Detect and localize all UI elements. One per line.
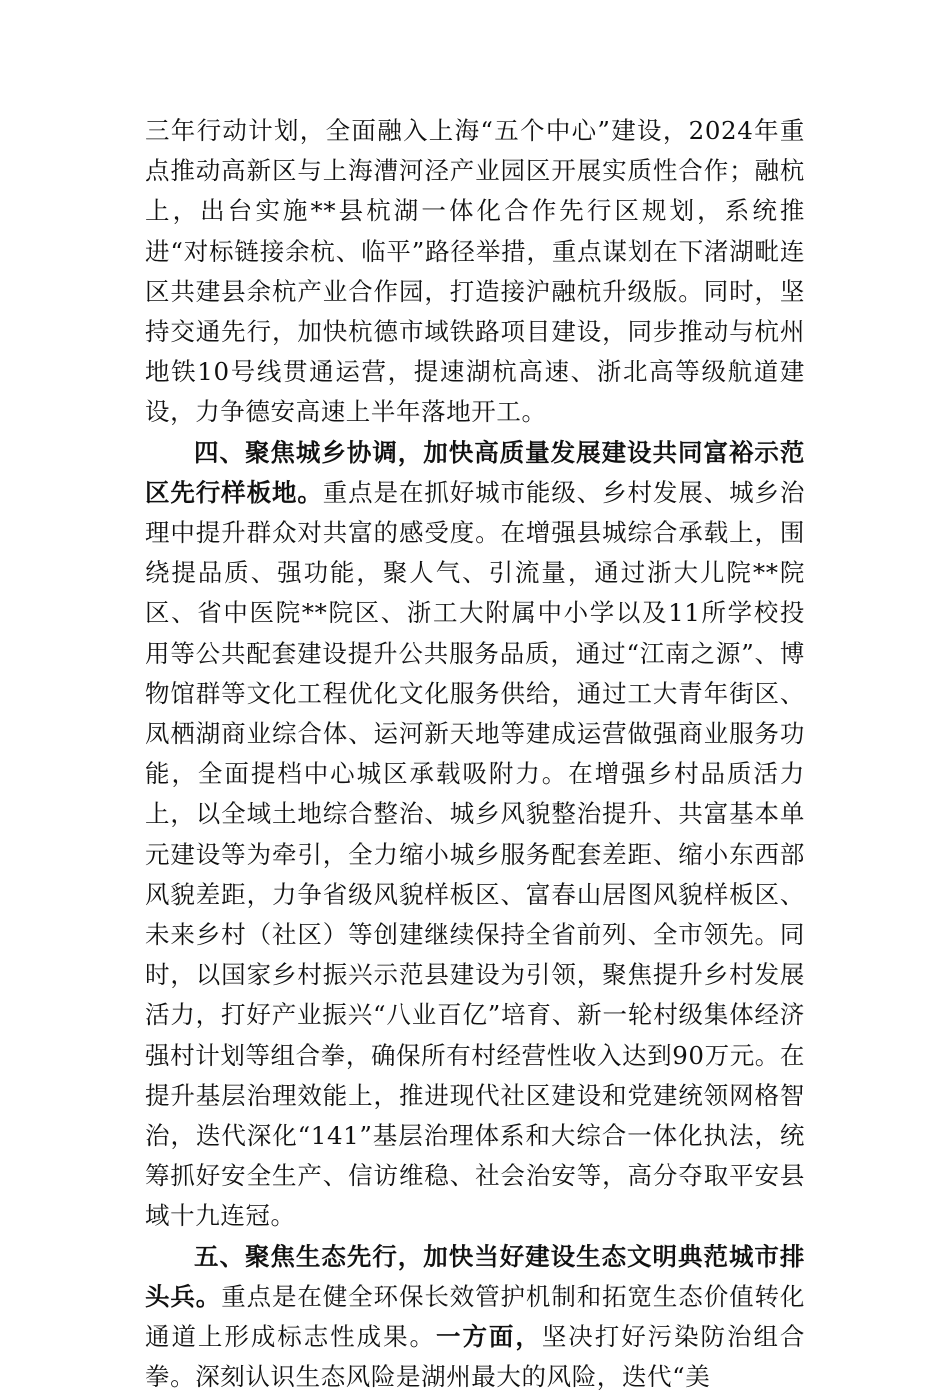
section-five-subheading: 一方面， — [436, 1322, 542, 1352]
section-four-body: 重点是在抓好城市能级、乡村发展、城乡治理中提升群众对共富的感受度。在增强县城综合承载上，围绕提品质、强功能，聚人气、引流量，通过浙大儿院**院区、省中医院**院区、浙工大附属中小学以及11所学校投用等公共配套建设提升公共服务品质，通过“江南之源”、博物馆群等文化工程优化文化服务供给，通过工大青年街区、凤栖湖商业综合体、运河新天地等建成运营做强商业服务功能，全面提档中心城区承载吸附力。在增强乡村品质活力上，以全域土地综合整治、城乡风貌整治提升、共富基本单元建设等为牵引，全力缩小城乡服务配套差距、缩小东西部风貌差距，力争省级风貌样板区、富春山居图风貌样板区、未来乡村（社区）等创建继续保持全省前列、全市领先。同时，以国家乡村振兴示范县建设为引领，聚焦提升乡村发展活力，打好产业振兴“八业百亿”培育、新一轮村级集体经济强村计划等组合拳，确保所有村经营性收入达到90万元。在提升基层治理效能上，推进现代社区建设和党建统领网格智治，迭代深化“141”基层治理体系和大综合一体化执法，统筹抓好安全生产、信访维稳、社会治安等，高分夺取平安县域十九连冠。 — [145, 477, 806, 1231]
paragraph-continuation: 三年行动计划，全面融入上海“五个中心”建设，2024年重点推动高新区与上海漕河泾产业园区开展实质性合作；融杭上，出台实施**县杭湖一体化合作先行区规划，系统推进“对标链接余杭、临平”路径举措，重点谋划在下渚湖毗连区共建县余杭产业合作园，打造接沪融杭升级版。同时，坚持交通先行，加快杭德市域铁路项目建设，同步推动与杭州地铁10号线贯通运营，提速湖杭高速、浙北高等级航道建设，力争德安高速上半年落地开工。 — [145, 116, 805, 427]
section-five-body-continued: 坚决打好污染防治组合拳。深刻认识生态风险是湖州最大的风险，迭代“美 — [145, 1322, 806, 1392]
section-five-body: 重点是在健全环保长效管护机制和拓宽生态价值转化通道上形成标志性成果。 — [145, 1281, 805, 1352]
paragraph-section-four — [145, 433, 805, 1237]
section-four-heading: 四、聚焦城乡协调，加快高质量发展建设共同富裕示范区先行样板地。 — [145, 437, 805, 507]
document-page — [145, 111, 805, 1398]
paragraph-section-five — [145, 1237, 805, 1398]
section-five-heading: 五、聚焦生态先行，加快当好建设生态文明典范城市排头兵。 — [145, 1241, 805, 1311]
